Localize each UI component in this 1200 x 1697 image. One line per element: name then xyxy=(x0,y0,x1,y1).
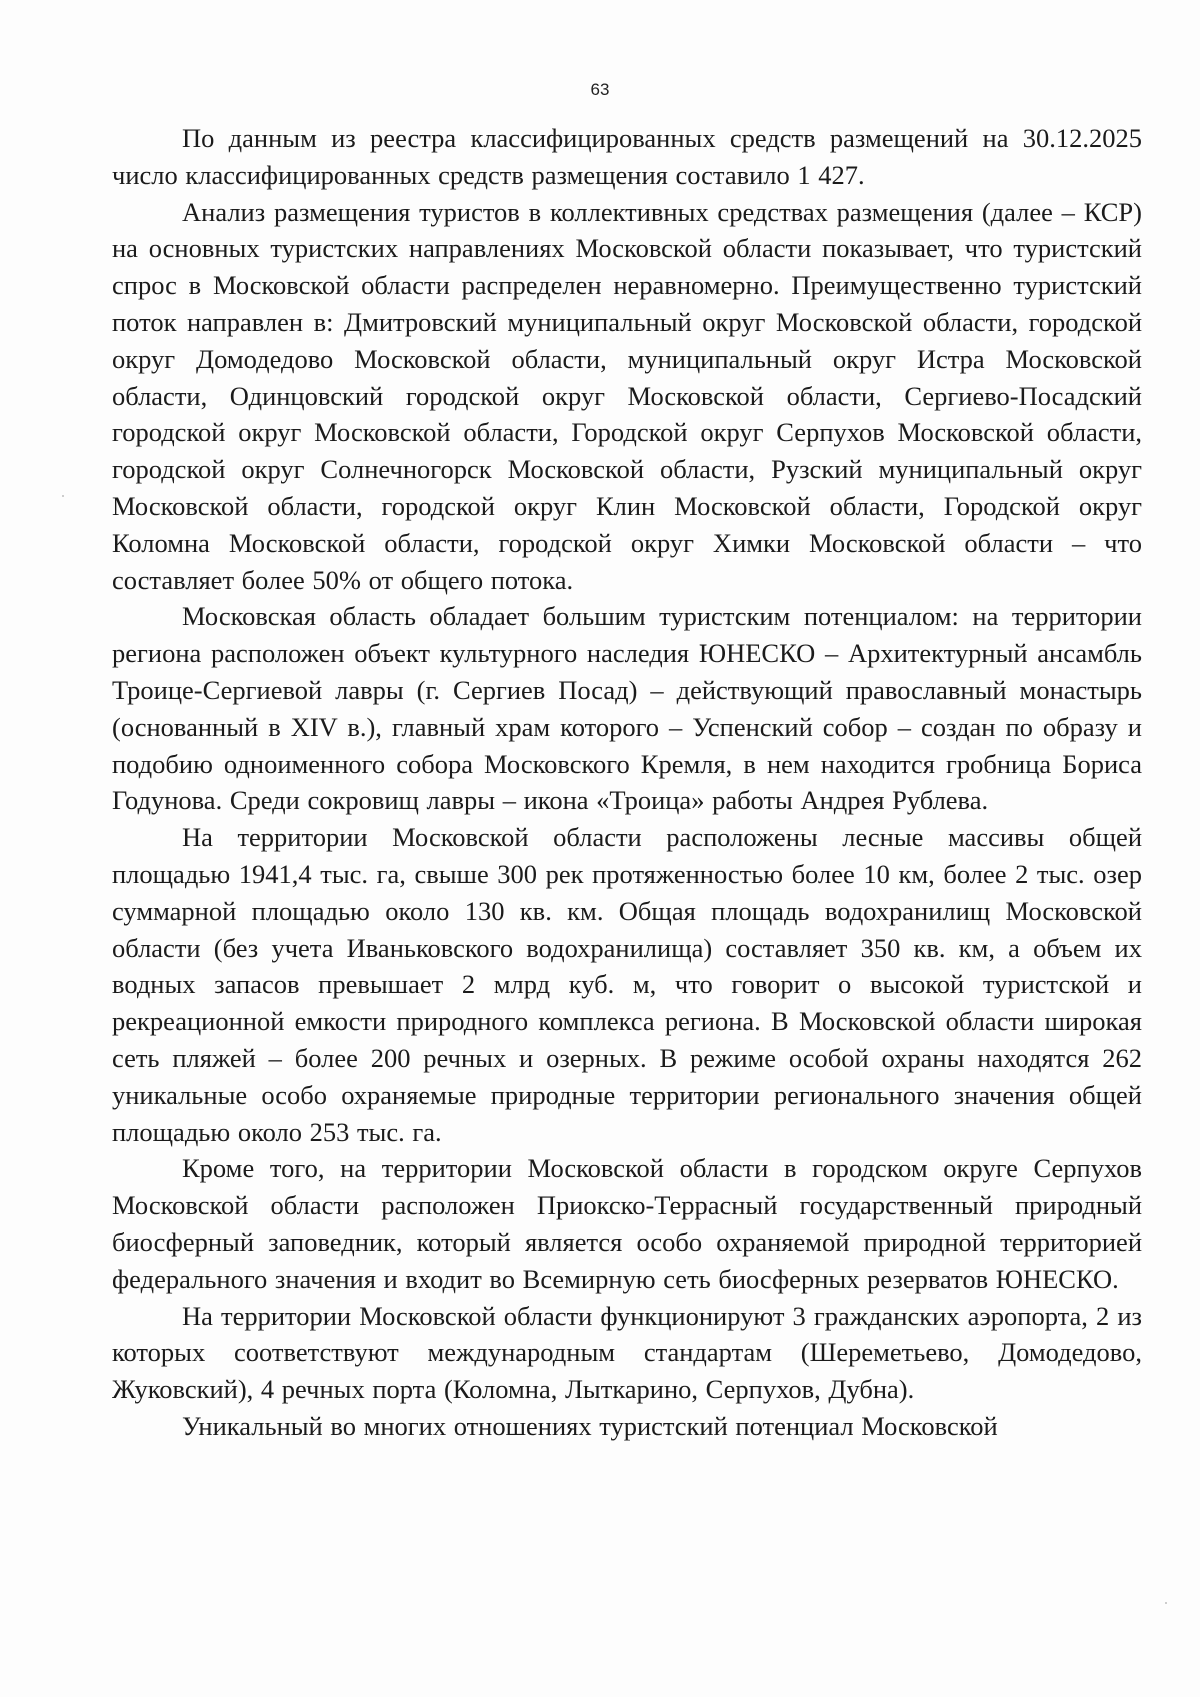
document-body xyxy=(112,120,1142,1445)
paragraph-tourist-flow-analysis: Анализ размещения туристов в коллективных средствах размещения (далее – КСР) на основных туристских направлениях Московской области показывает, что туристский спрос в Московской области распределен неравномерно. Преимущественно туристский поток направлен в: Дмитровский муниципальный округ Московской области, городской округ Домодедово Московской области, муниципальный округ Истра Московской области, Одинцовский городской округ Московской области, Сергиево-Посадский городской округ Московской области, Городской округ Серпухов Московской области, городской округ Солнечногорск Московской области, Рузский муниципальный округ Московской области, городской округ Клин Московской области, Городской округ Коломна Московской области, городской округ Химки Московской области – что составляет более 50% от общего потока. xyxy=(112,196,1142,595)
page-number: 63 xyxy=(590,80,610,99)
scan-speck xyxy=(62,495,64,497)
paragraph-natural-resources: На территории Московской области расположены лесные массивы общей площадью 1941,4 тыс. га, свыше 300 рек протяженностью более 10 км, более 2 тыс. озер суммарной площадью около 130 кв. км. Общая площадь водохранилищ Московской области (без учета Иваньковского водохранилища) составляет 350 кв. км, а объем их водных запасов превышает 2 млрд куб. м, что говорит о высокой туристской и рекреационной емкости природного комплекса региона. В Московской области широкая сеть пляжей – более 200 речных и озерных. В режиме особой охраны находятся 262 уникальные особо охраняемые природные территории регионального значения общей площадью около 253 тыс. га. xyxy=(112,822,1142,1147)
paragraph-unesco-heritage: Московская область обладает большим туристским потенциалом: на территории региона расположен объект культурного наследия ЮНЕСКО – Архитектурный ансамбль Троице-Сергиевой лавры (г. Сергиев Посад) – действующий православный монастырь (основанный в XIV в.), главный храм которого – Успенский собор – создан по образу и подобию одноименного собора Московского Кремля, в нем находится гробница Бориса Годунова. Среди сокровищ лавры – икона «Троица» работы Андрея Рублева. xyxy=(112,601,1142,816)
paragraph-registry-count: По данным из реестра классифицированных средств размещений на 30.12.2025 число классифицированных средств размещения составило 1 427. xyxy=(112,123,1142,190)
paragraph-airports-ports: На территории Московской области функционируют 3 гражданских аэропорта, 2 из которых соответствуют международным стандартам (Шереметьево, Домодедово, Жуковский), 4 речных порта (Коломна, Лыткарино, Серпухов, Дубна). xyxy=(112,1300,1142,1405)
paragraph-tourist-potential: Уникальный во многих отношениях туристский потенциал Московской xyxy=(182,1410,998,1441)
scan-speck xyxy=(1165,1602,1167,1604)
paragraph-biosphere-reserve: Кроме того, на территории Московской области в городском округе Серпухов Московской области расположен Приокско-Террасный государственный природный биосферный заповедник, который является особо охраняемой природной территорией федерального значения и входит во Всемирную сеть биосферных резерватов ЮНЕСКО. xyxy=(112,1153,1142,1294)
